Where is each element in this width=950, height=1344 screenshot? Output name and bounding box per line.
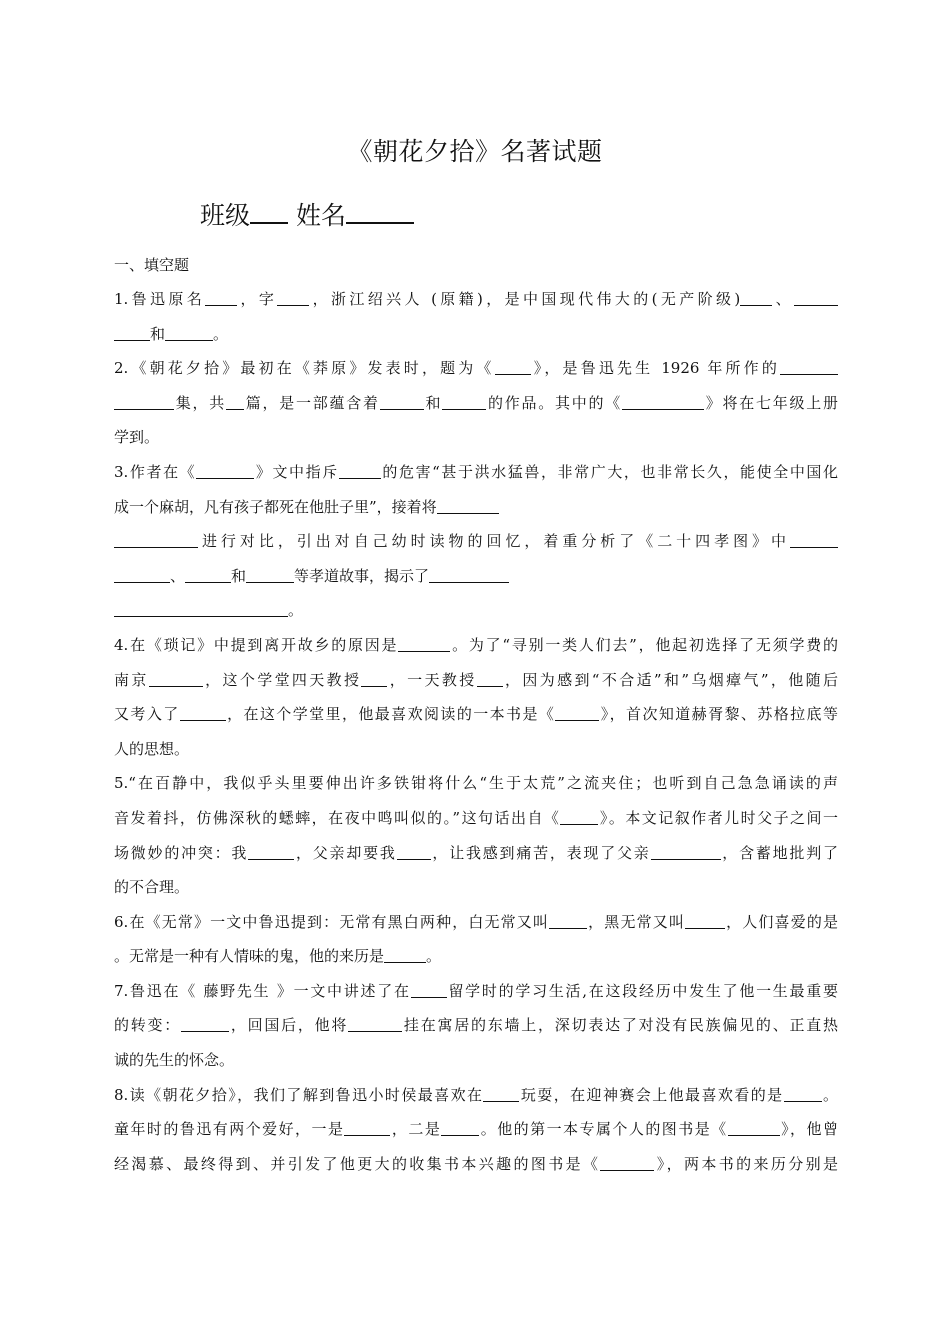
text: 。他的第一本专属个人的图书是《 [479,1120,728,1139]
answer-blank[interactable] [114,600,288,617]
question-6 [114,905,838,974]
text: ，这个学堂四天教授 [202,670,362,689]
text: 》，两本书的来历分别是 [654,1154,838,1173]
answer-blank[interactable] [555,704,599,721]
answer-blank[interactable] [361,670,387,687]
answer-blank[interactable] [348,1015,402,1032]
question-line [114,1112,838,1147]
text: 2.《朝花夕拾》最初在《莽原》发表时，题为《 [114,359,495,378]
question-line [114,974,838,1009]
text: 》将在七年级上册 [703,393,838,412]
text: 、 [772,290,794,308]
answer-blank[interactable] [740,289,772,306]
question-line [114,351,838,386]
text: 集，共 [174,393,226,412]
text: 音发着抖，仿佛深秋的蟋蟀，在夜中鸣叫似的。”这句话出自《 [114,808,561,827]
text: ，一天教授 [387,670,477,689]
answer-blank[interactable] [114,324,150,341]
text: 》，是鲁迅先生 1926 年所作的 [530,359,780,378]
answer-blank[interactable] [728,1119,780,1136]
question-line [114,939,838,974]
text: 8.读《朝花夕拾》，我们了解到鲁迅小时侯最喜欢在 [114,1085,484,1104]
page-title: 《朝花夕拾》名著试题 [347,137,603,166]
question-line [114,490,838,525]
text: 又考入了 [114,705,180,724]
text: 和 [150,324,166,343]
question-line: 人的思想。 [114,739,190,758]
text: 。 [426,947,442,966]
answer-blank[interactable] [277,289,309,306]
question-line [114,801,838,836]
text: 7.鲁迅在《 藤野先生 》一文中讲述了在 [114,981,411,1000]
text: 》，首次知道赫胥黎、苏格拉底等 [599,705,838,724]
question-line [114,524,838,559]
text: 篇，是一部蕴含着 [244,393,380,412]
question-5 [114,766,838,904]
text: 等孝道故事，揭示了 [294,566,430,585]
answer-blank[interactable] [226,393,244,410]
question-line [114,836,838,871]
text: ，因为感到“不合适”和”乌烟瘴气”，他随后 [502,670,838,689]
answer-blank[interactable] [483,1085,519,1102]
name-label: 姓名 [295,201,346,230]
answer-blank[interactable] [149,670,203,687]
answer-blank[interactable] [549,912,587,929]
question-line: 学到。 [114,428,160,447]
text: ，黑无常又叫 [587,912,685,931]
text: ，二是 [390,1120,442,1139]
answer-blank[interactable] [181,1015,229,1032]
answer-blank[interactable] [600,1154,654,1171]
answer-blank[interactable] [165,324,213,341]
answer-blank[interactable] [495,358,531,375]
question-line [114,697,838,732]
text: 。为了“寻别一类人们去”，他起初选择了无须学费的 [450,635,838,654]
question-8 [114,1078,838,1182]
text: 玩耍，在迎神赛会上他最喜欢看的是 [519,1085,784,1104]
answer-blank[interactable] [114,393,174,410]
text: 和 [423,393,443,412]
answer-blank[interactable] [437,497,499,514]
answer-blank[interactable] [339,462,381,479]
answer-blank[interactable] [651,843,721,860]
answer-blank[interactable] [442,393,486,410]
text: 。 [821,1085,838,1104]
answer-blank[interactable] [622,393,704,410]
answer-blank[interactable] [398,635,450,652]
answer-blank[interactable] [246,566,294,583]
text: 》文中指斥 [254,462,339,481]
class-label: 班级 [200,201,251,230]
question-line [114,1078,838,1113]
question-4 [114,628,838,766]
question-line [114,559,838,594]
text: 童年时的鲁迅有两个爱好，一是 [114,1120,345,1139]
answer-blank[interactable] [114,566,170,583]
answer-blank[interactable] [180,704,226,721]
answer-blank[interactable] [429,566,509,583]
text: 。无常是一种有人情味的鬼，他的来历是 [114,947,385,966]
text: 6.在《无常》一文中鲁迅提到：无常有黑白两种，白无常又叫 [114,912,550,931]
text: 场微妙的冲突：我 [114,843,249,862]
question-line [114,317,838,352]
text: 。 [288,601,304,620]
text: ，含蓄地批判了 [720,843,838,862]
answer-blank[interactable] [384,946,426,963]
question-line [114,1008,838,1043]
answer-blank[interactable] [344,1119,390,1136]
answer-blank[interactable] [784,1085,822,1102]
question-line: 诚的先生的怀念。 [114,1051,235,1070]
question-body [114,248,838,1181]
answer-blank[interactable] [790,531,838,548]
text: 、 [170,566,186,585]
answer-blank[interactable] [185,566,231,583]
question-line [114,628,838,663]
question-1 [114,282,838,351]
text: 南京 [114,670,149,689]
text: 成一个麻胡，凡有孩子都死在他肚子里”，接着将 [114,497,437,516]
answer-blank[interactable] [114,531,198,548]
question-2 [114,351,838,455]
text: 。 [213,324,229,343]
student-info-line [200,196,414,232]
text: 4.在《琐记》中提到离开故乡的原因是 [114,635,399,654]
question-line [114,386,838,421]
answer-blank[interactable] [780,358,838,375]
text: ，人们喜爱的是 [725,912,838,931]
section-heading: 一、填空题 [114,256,190,274]
text: 的危害“甚于洪水猛兽，非常广大，也非常长久，能使全中国化 [380,462,838,481]
answer-blank[interactable] [794,289,838,306]
text: 的转变： [114,1016,182,1035]
text: 和 [231,566,247,585]
question-7 [114,974,838,1078]
text: 1.鲁迅原名 [114,290,206,308]
text: ，在这个学堂里，他最喜欢阅读的一本书是《 [225,705,556,724]
question-line: 5.“在百静中，我似乎头里要伸出许多铁钳将什么“生于太荒”之流夹住；也听到自己急急诵读的声 [114,774,838,793]
text: 》，他曾 [779,1120,838,1139]
question-line: 的不合理。 [114,878,190,897]
question-line [114,282,838,317]
text: ，让我感到痛苦，表现了父亲 [430,843,651,862]
text: 留学时的学习生活,在这段经历中发生了他一生最重要 [446,981,838,1000]
answer-blank[interactable] [685,912,725,929]
name-blank[interactable] [346,198,414,224]
text: ，字 [237,290,278,308]
text: ，回国后，他将 [229,1016,349,1035]
answer-blank[interactable] [380,393,424,410]
class-blank[interactable] [250,198,288,224]
text: 》。本文记叙作者儿时父子之间一 [598,808,838,827]
question-line [114,905,838,940]
answer-blank[interactable] [248,843,294,860]
text: 3.作者在《 [114,462,197,481]
answer-blank[interactable] [397,843,431,860]
answer-blank[interactable] [477,670,503,687]
question-line [114,663,838,698]
answer-blank[interactable] [441,1119,479,1136]
text: 的作品。其中的《 [486,393,622,412]
answer-blank[interactable] [411,981,447,998]
text: ，父亲却要我 [294,843,397,862]
text: 进行对比，引出对自己幼时读物的回忆，着重分析了《二十四孝图》中 [198,532,790,551]
question-3 [114,455,838,628]
text: 经渴慕、最终得到、并引发了他更大的收集书本兴趣的图书是《 [114,1154,601,1173]
question-line [114,1147,838,1182]
text: 挂在寓居的东墙上，深切表达了对没有民族偏见的、正直热 [402,1016,838,1035]
question-line [114,593,838,628]
answer-blank[interactable] [560,808,598,825]
answer-blank[interactable] [196,462,254,479]
question-line [114,455,838,490]
answer-blank[interactable] [205,289,237,306]
text: ，浙江绍兴人 (原籍)，是中国现代伟大的(无产阶级) [309,290,741,308]
